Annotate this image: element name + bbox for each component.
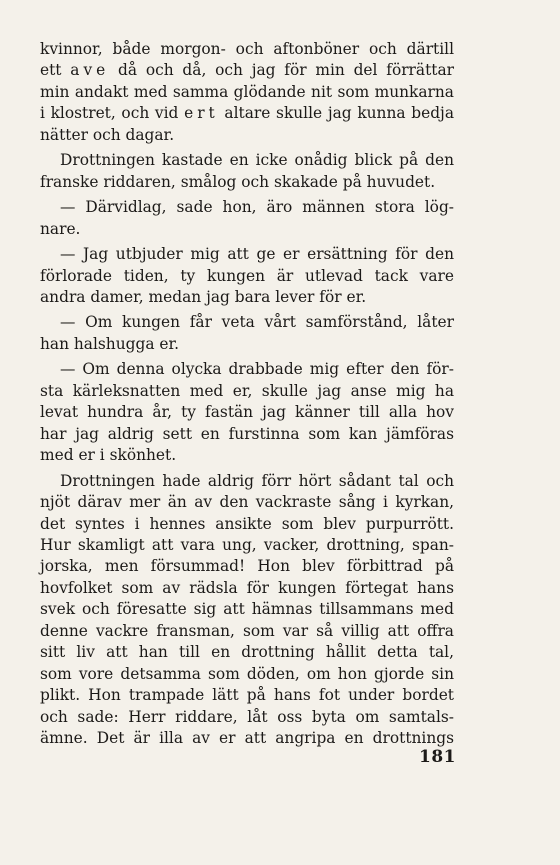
paragraph (40, 197, 454, 240)
text-line: han halshugga er. (40, 334, 180, 353)
text-line: Hur skamligt att vara ung, vacker, drottning, span- (40, 535, 454, 554)
text-line: levat hundra år, ty fastän jag känner till alla hov (40, 403, 454, 422)
spaced-word: ert (184, 104, 219, 123)
text-line: har jag aldrig sett en furstinna som kan jämföras (40, 424, 454, 443)
text-line: njöt därav mer än av den vackraste sång i kyrkan, (40, 493, 454, 512)
text-line: — Om kungen får veta vårt samförstånd, låter (60, 313, 454, 332)
paragraph (40, 244, 454, 308)
paragraph (40, 471, 454, 750)
text-line: ett ave då och då, och jag för min del förrättar (40, 61, 454, 80)
text-line: som vore detsamma som döden, om hon gjorde sin (40, 664, 454, 683)
text-line: det syntes i hennes ansikte som blev purpurrött. (40, 514, 454, 533)
text-line: jorska, men försummad! Hon blev förbittrad på (40, 557, 454, 576)
paragraph (40, 150, 454, 193)
text-line: plikt. Hon trampade lätt på hans fot under bordet (40, 686, 454, 705)
text-line: — Om denna olycka drabbade mig efter den för- (60, 360, 454, 379)
text-line: förlorade tiden, ty kungen är utlevad tack vare (40, 266, 454, 285)
text-line: — Därvidlag, sade hon, äro männen stora lög- (60, 198, 454, 217)
text-line: Drottningen hade aldrig förr hört sådant tal och (60, 471, 454, 490)
text-line: sta kärleksnatten med er, skulle jag anse mig ha (40, 381, 454, 400)
text-line: — Jag utbjuder mig att ge er ersättning för den (60, 245, 454, 264)
text-line: Drottningen kastade en icke onådig blick på den (60, 151, 454, 170)
text-line: franske riddaren, smålog och skakade på huvudet. (40, 172, 436, 191)
text-line: denne vackre fransman, som var så villig att offra (40, 621, 454, 640)
text-line: min andakt med samma glödande nit som munkarna (40, 82, 454, 101)
text-line: ämne. Det är illa av er att angripa en drottnings (40, 729, 454, 748)
text-line: nätter och dagar. (40, 125, 175, 144)
page-number: 181 (419, 747, 456, 767)
spaced-word: ave (70, 61, 110, 80)
text-line: hovfolket som av rädsla för kungen förtegat hans (40, 578, 454, 597)
text-line: sitt liv att han till en drottning hållit detta tal, (40, 643, 454, 662)
body-text (40, 39, 454, 750)
paragraph (40, 359, 454, 466)
text-line: och sade: Herr riddare, låt oss byta om samtals- (40, 707, 454, 726)
text-line: i klostret, och vid ert altare skulle jag kunna bedja (40, 104, 454, 123)
text-line: andra damer, medan jag bara lever för er. (40, 287, 367, 306)
text-line: nare. (40, 219, 81, 238)
text-line: med er i skönhet. (40, 446, 177, 465)
paragraph (40, 39, 454, 146)
text-line: kvinnor, både morgon- och aftonböner och därtill (40, 40, 454, 58)
text-line: svek och föresatte sig att hämnas tillsammans med (40, 600, 454, 619)
paragraph (40, 312, 454, 355)
